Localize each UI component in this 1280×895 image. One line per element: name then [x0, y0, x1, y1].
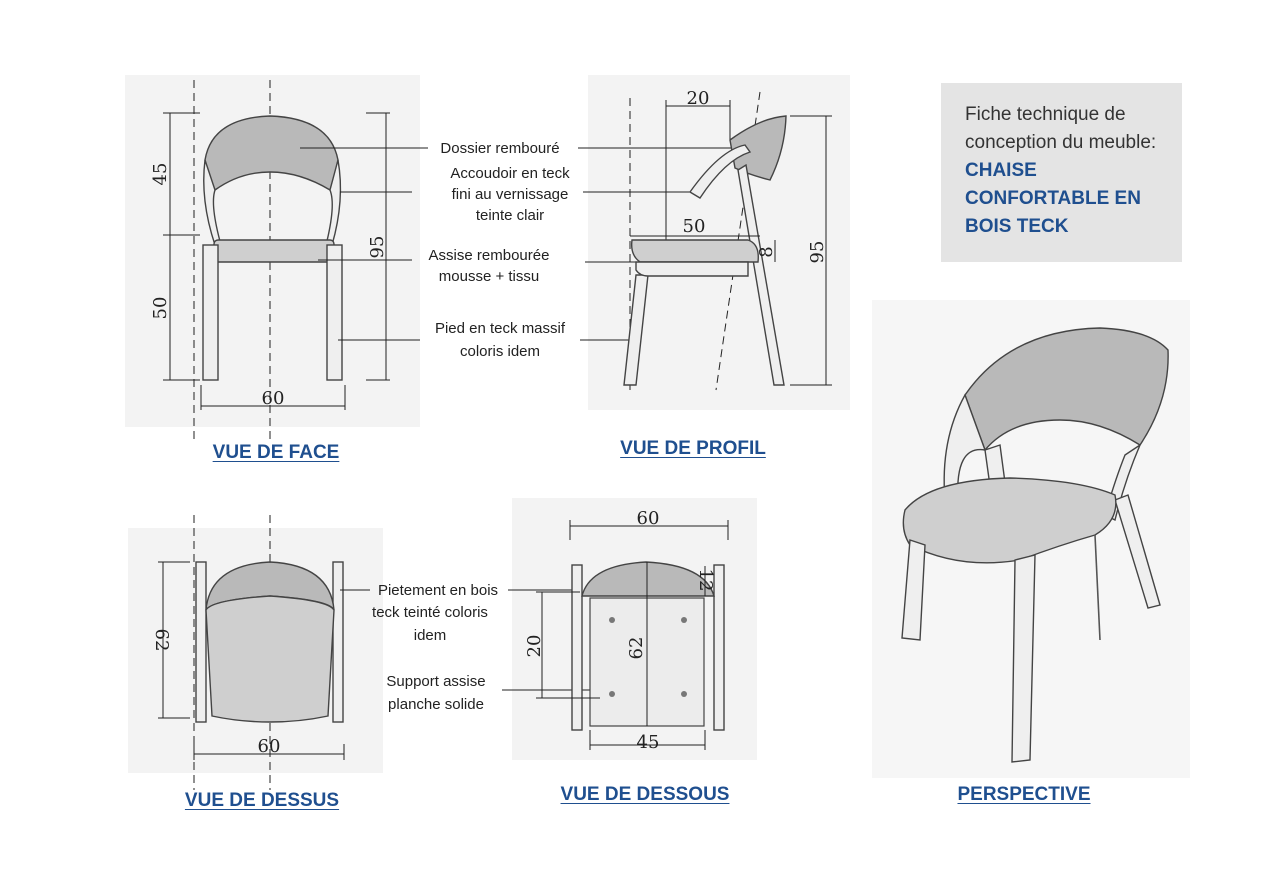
profil-back-depth: 20: [686, 88, 710, 109]
label-pied-2: coloris idem: [459, 343, 541, 360]
dessous-support: 20: [524, 634, 545, 658]
dessus-depth: 62: [151, 628, 172, 652]
caption-vue-de-profil: VUE DE PROFIL: [620, 438, 766, 459]
caption-vue-de-dessous: VUE DE DESSOUS: [560, 784, 730, 805]
label-support-1: Support assise: [386, 673, 486, 690]
dessous-inner-width: 45: [636, 732, 660, 753]
label-pied-1: Pied en teck massif: [434, 320, 566, 337]
label-assise-1: Assise rembourée: [428, 247, 550, 264]
face-height-total: 95: [367, 235, 388, 259]
label-pietement-3: idem: [413, 627, 447, 644]
label-pietement-2: teck teinté coloris: [372, 604, 488, 621]
label-pietement-1: Pietement en bois: [377, 582, 499, 599]
dessus-width: 60: [257, 736, 281, 757]
caption-vue-de-face: VUE DE FACE: [212, 442, 340, 463]
dessous-depth: 62: [626, 636, 647, 660]
bottom-view-drawing: [524, 508, 728, 753]
profil-seat-depth: 50: [682, 216, 706, 237]
profile-view-drawing: [624, 88, 832, 390]
label-assise-2: mousse + tissu: [438, 268, 540, 285]
label-accoudoir-2: fini au vernissage: [451, 186, 569, 203]
info-box: [941, 83, 1182, 262]
face-width: 60: [261, 388, 285, 409]
dessous-width: 60: [636, 508, 660, 529]
label-accoudoir-3: teinte clair: [475, 207, 545, 224]
caption-perspective: PERSPECTIVE: [957, 784, 1091, 805]
top-view-drawing: [151, 515, 370, 790]
profil-seat-thickness: 8: [756, 246, 777, 258]
face-height-bottom: 50: [150, 296, 171, 320]
perspective-drawing: [902, 328, 1168, 762]
label-support-2: planche solide: [388, 696, 484, 713]
label-dossier: Dossier rembouré: [440, 140, 560, 157]
info-intro: Fiche technique de conception du meuble:: [965, 104, 1157, 153]
info-title: CHAISE CONFORTABLE EN BOIS TECK: [965, 160, 1141, 237]
caption-vue-de-dessus: VUE DE DESSUS: [184, 790, 340, 811]
face-height-top: 45: [150, 162, 171, 186]
dessous-back: 12: [695, 568, 716, 592]
label-accoudoir-1: Accoudoir en teck: [450, 165, 570, 182]
profil-height-total: 95: [807, 240, 828, 264]
